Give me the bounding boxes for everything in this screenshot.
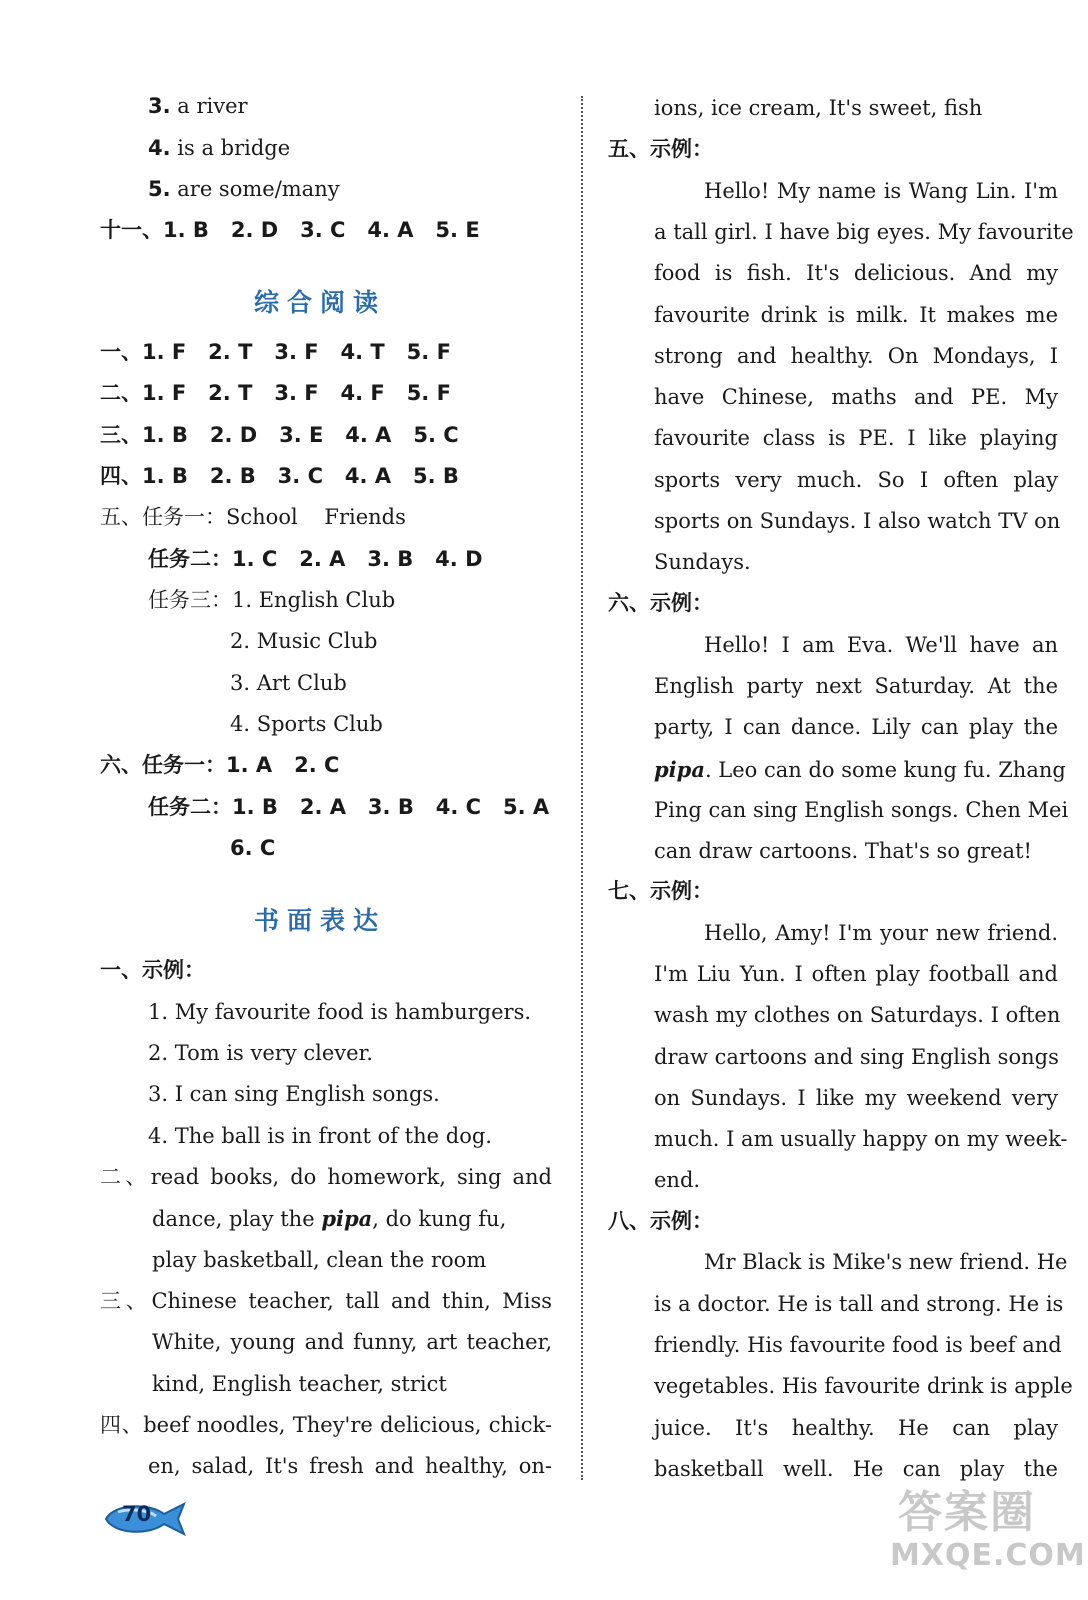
answer-line: 任务二：1. B 2. A 3. B 4. C 5. A (148, 795, 550, 819)
answer-line: Mr Black is Mike's new friend. He (704, 1250, 1068, 1274)
answer-line: 2. Music Club (230, 629, 378, 653)
watermark-logo (890, 1476, 1086, 1586)
answer-line: ions, ice cream, It's sweet, fish (654, 96, 983, 120)
answer-line: end. (654, 1168, 701, 1192)
answer-line: 4. Sports Club (230, 712, 383, 736)
answer-line: 任务二：1. C 2. A 3. B 4. D (148, 547, 483, 571)
answer-line: English party next Saturday. At the (654, 674, 1058, 698)
answer-line: 三、Chinese teacher, tall and thin, Miss (100, 1289, 552, 1313)
answer-line: en, salad, It's fresh and healthy, on- (148, 1454, 552, 1478)
answer-line: 六、示例： (608, 591, 713, 615)
answer-line: favourite class is PE. I like playing (654, 426, 1058, 450)
answer-line: 6. C (230, 836, 276, 860)
answer-text: are some/many (170, 177, 340, 201)
answer-line: 八、示例： (608, 1209, 713, 1233)
answer-line: Sundays. (654, 550, 751, 574)
answer-line: 任务三：1. English Club (148, 588, 396, 612)
column-divider (581, 96, 583, 1480)
answer-line: a tall girl. I have big eyes. My favourite (654, 220, 1074, 244)
answer-text: is a bridge (170, 136, 291, 160)
answer-line: can draw cartoons. That's so great! (654, 839, 1032, 863)
answer-line (148, 169, 340, 210)
answer-line: 七、示例： (608, 879, 713, 903)
answer-line: wash my clothes on Saturdays. I often (654, 1003, 1061, 1027)
page-number-badge (100, 1498, 190, 1540)
answer-line: 二、1. F 2. T 3. F 4. F 5. F (100, 381, 451, 405)
answer-line: play basketball, clean the room (152, 1248, 487, 1272)
answer-line: much. I am usually happy on my week- (654, 1127, 1068, 1151)
item-number: 5. (148, 177, 171, 201)
section-heading-writing: 书面表达 (253, 906, 386, 935)
answer-line: is a doctor. He is tall and strong. He is (654, 1292, 1064, 1316)
answer-line: 一、1. F 2. T 3. F 4. T 5. F (100, 340, 451, 364)
answer-line: 2. Tom is very clever. (148, 1041, 373, 1065)
italic-term: pipa (321, 1206, 373, 1231)
answer-line: 十一、1. B 2. D 3. C 4. A 5. E (100, 218, 480, 242)
answer-line: White, young and funny, art teacher, (152, 1330, 552, 1354)
answer-line: I'm Liu Yun. I often play football and (654, 962, 1058, 986)
answer-text: a river (170, 94, 248, 118)
answer-line: Ping can sing English songs. Chen Mei (654, 798, 1069, 822)
answer-line: basketball well. He can play the (654, 1457, 1058, 1481)
page-number: 70 (122, 1502, 152, 1526)
answer-line: 三、1. B 2. D 3. E 4. A 5. C (100, 423, 459, 447)
answer-line: Hello! I am Eva. We'll have an (704, 633, 1058, 657)
answer-line: 二、read books, do homework, sing and (100, 1165, 552, 1189)
section-heading-reading: 综合阅读 (253, 288, 386, 317)
answer-line: Hello, Amy! I'm your new friend. (704, 921, 1058, 945)
answer-line: juice. It's healthy. He can play (654, 1416, 1058, 1440)
answer-line: Hello! My name is Wang Lin. I'm (704, 179, 1058, 203)
answer-line: strong and healthy. On Mondays, I (654, 344, 1058, 368)
answer-line: 五、任务一：School Friends (100, 505, 406, 529)
answer-line (148, 128, 290, 169)
answer-line (654, 749, 1066, 790)
answer-line: sports very much. So I often play (654, 468, 1058, 492)
answer-line: sports on Sundays. I also watch TV on (654, 509, 1061, 533)
item-number: 4. (148, 136, 171, 160)
answer-text: . Leo can do some kung fu. Zhang (704, 758, 1066, 782)
answer-text: dance, play the (152, 1207, 322, 1231)
answer-line: have Chinese, maths and PE. My (654, 385, 1058, 409)
watermark-title: 答案圈 (898, 1487, 1036, 1538)
answer-text: , do kung fu, (372, 1207, 507, 1231)
answer-line: party, I can dance. Lily can play the (654, 715, 1058, 739)
answer-line: 四、1. B 2. B 3. C 4. A 5. B (100, 464, 459, 488)
italic-term: pipa (654, 757, 705, 782)
answer-line (148, 86, 248, 127)
answer-line: 一、示例： (100, 958, 205, 982)
item-number: 3. (148, 94, 171, 118)
answer-line: kind, English teacher, strict (152, 1372, 447, 1396)
answer-line: friendly. His favourite food is beef and (654, 1333, 1062, 1357)
answer-line: 3. Art Club (230, 671, 347, 695)
answer-line: 4. The ball is in front of the dog. (148, 1124, 492, 1148)
answer-line: on Sundays. I like my weekend very (654, 1086, 1058, 1110)
answer-line: 四、beef noodles, They're delicious, chick- (100, 1413, 552, 1437)
answer-line: vegetables. His favourite drink is apple (654, 1374, 1073, 1398)
answer-line (152, 1198, 552, 1239)
answer-line: favourite drink is milk. It makes me (654, 303, 1058, 327)
answer-line: food is fish. It's delicious. And my (654, 261, 1058, 285)
answer-line: 五、示例： (608, 137, 713, 161)
answer-line: 1. My favourite food is hamburgers. (148, 1000, 532, 1024)
answer-line: 六、任务一：1. A 2. C (100, 753, 340, 777)
answer-line: draw cartoons and sing English songs (654, 1045, 1059, 1069)
answer-line: 3. I can sing English songs. (148, 1082, 440, 1106)
watermark-url: MXQE.COM (890, 1538, 1086, 1573)
